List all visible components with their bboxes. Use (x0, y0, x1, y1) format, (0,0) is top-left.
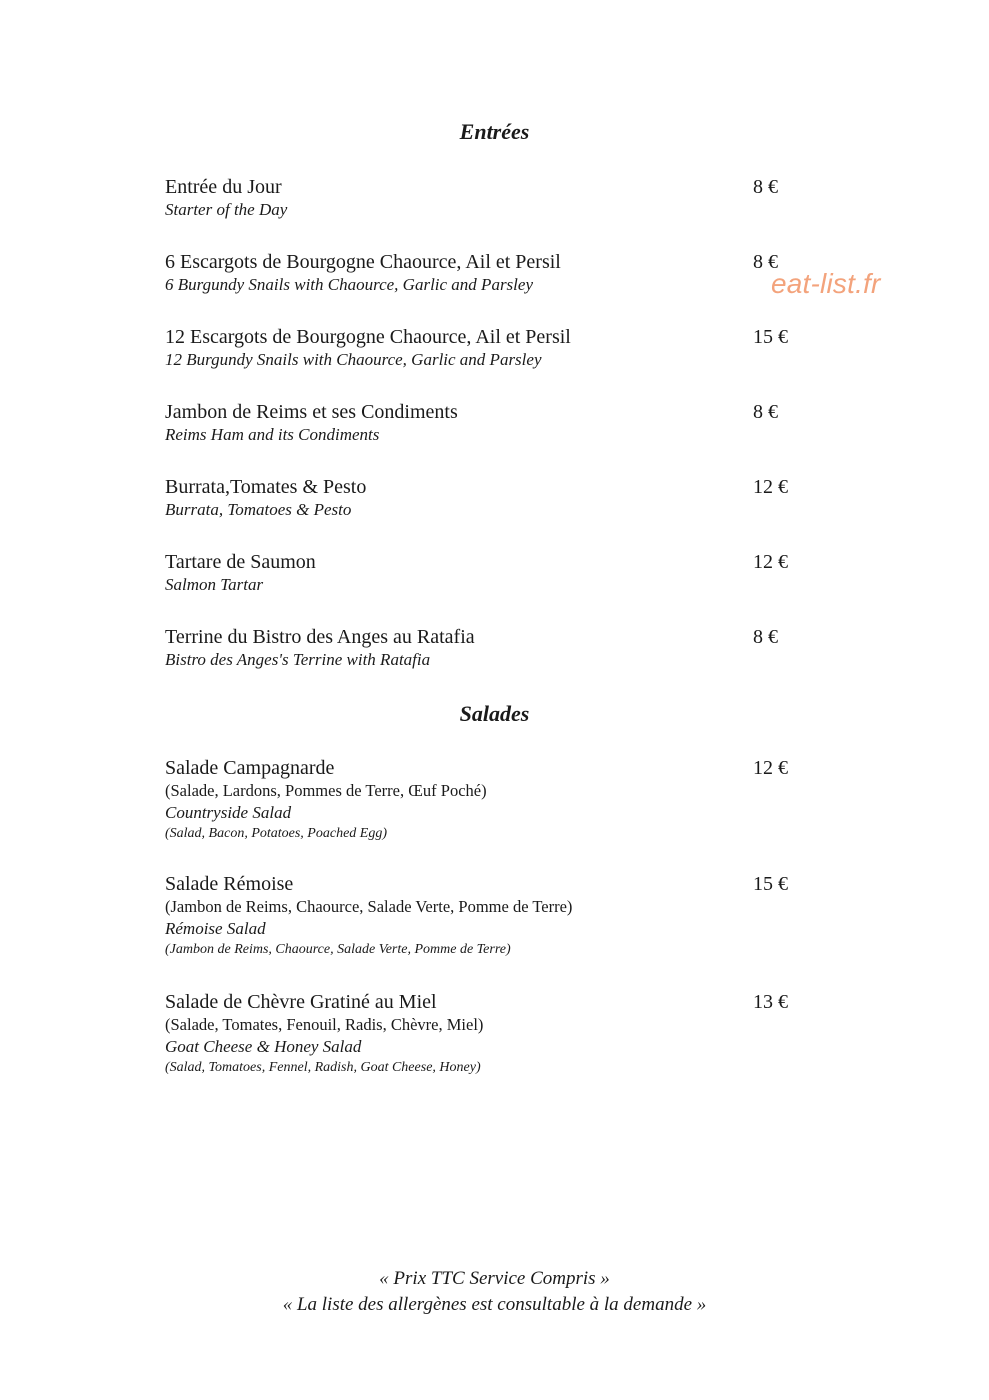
menu-item (165, 325, 805, 371)
item-ingredients: (Salade, Tomates, Fenouil, Radis, Chèvre, Miel) (165, 1015, 484, 1034)
item-translation: Starter of the Day (165, 200, 288, 219)
item-translation: Burrata, Tomatoes & Pesto (165, 500, 352, 519)
item-translation: Goat Cheese & Honey Salad (165, 1037, 362, 1056)
item-name: Burrata,Tomates & Pesto (165, 476, 367, 498)
item-name: Salade Rémoise (165, 873, 294, 895)
menu-item (165, 475, 805, 521)
item-name: Entrée du Jour (165, 176, 282, 198)
item-translation: Reims Ham and its Condiments (165, 425, 380, 444)
item-price: 12 € (753, 757, 788, 779)
footer-allergen-note: « La liste des allergènes est consultable à la demande » (282, 1294, 707, 1315)
section-title-entrees: Entrées (459, 119, 530, 144)
item-price: 13 € (753, 991, 788, 1013)
item-ingredients: (Jambon de Reims, Chaource, Salade Verte, Pomme de Terre) (165, 897, 573, 916)
item-translation-ingredients: (Salad, Tomatoes, Fennel, Radish, Goat Cheese, Honey) (165, 1060, 481, 1075)
menu-item (165, 990, 805, 1078)
item-translation: Bistro des Anges's Terrine with Ratafia (165, 650, 431, 669)
menu-item (165, 400, 805, 446)
item-translation: Countryside Salad (165, 803, 292, 822)
item-price: 8 € (753, 626, 778, 648)
watermark-logo: eat-list.fr (771, 268, 881, 299)
footer-notice (0, 1266, 989, 1318)
item-price: 15 € (753, 873, 788, 895)
item-name: Salade Campagnarde (165, 757, 335, 779)
item-name: Salade de Chèvre Gratiné au Miel (165, 991, 437, 1013)
item-name: Jambon de Reims et ses Condiments (165, 401, 458, 423)
item-translation: 12 Burgundy Snails with Chaource, Garlic and Parsley (165, 350, 542, 369)
section-title-salades: Salades (459, 701, 530, 726)
item-ingredients: (Salade, Lardons, Pommes de Terre, Œuf Poché) (165, 781, 487, 800)
item-translation: 6 Burgundy Snails with Chaource, Garlic and Parsley (165, 275, 533, 294)
menu-item (165, 625, 805, 671)
item-name: Tartare de Saumon (165, 551, 316, 573)
footer-price-note: « Prix TTC Service Compris » (379, 1268, 610, 1289)
item-translation: Salmon Tartar (165, 575, 264, 594)
menu-item (165, 175, 805, 221)
item-price: 8 € (753, 251, 778, 273)
item-price: 12 € (753, 476, 788, 498)
item-price: 15 € (753, 326, 788, 348)
menu-item (165, 550, 805, 596)
menu-item (165, 250, 805, 296)
item-name: 12 Escargots de Bourgogne Chaource, Ail et Persil (165, 326, 571, 348)
item-price: 12 € (753, 551, 788, 573)
menu-item (165, 756, 805, 844)
item-name: Terrine du Bistro des Anges au Ratafia (165, 626, 475, 648)
menu-item (165, 872, 805, 960)
item-translation-ingredients: (Salad, Bacon, Potatoes, Poached Egg) (165, 826, 388, 841)
item-translation: Rémoise Salad (165, 919, 266, 938)
item-price: 8 € (753, 401, 778, 423)
item-price: 8 € (753, 176, 778, 198)
item-name: 6 Escargots de Bourgogne Chaource, Ail et Persil (165, 251, 561, 273)
item-translation-ingredients: (Jambon de Reims, Chaource, Salade Verte, Pomme de Terre) (165, 942, 511, 957)
